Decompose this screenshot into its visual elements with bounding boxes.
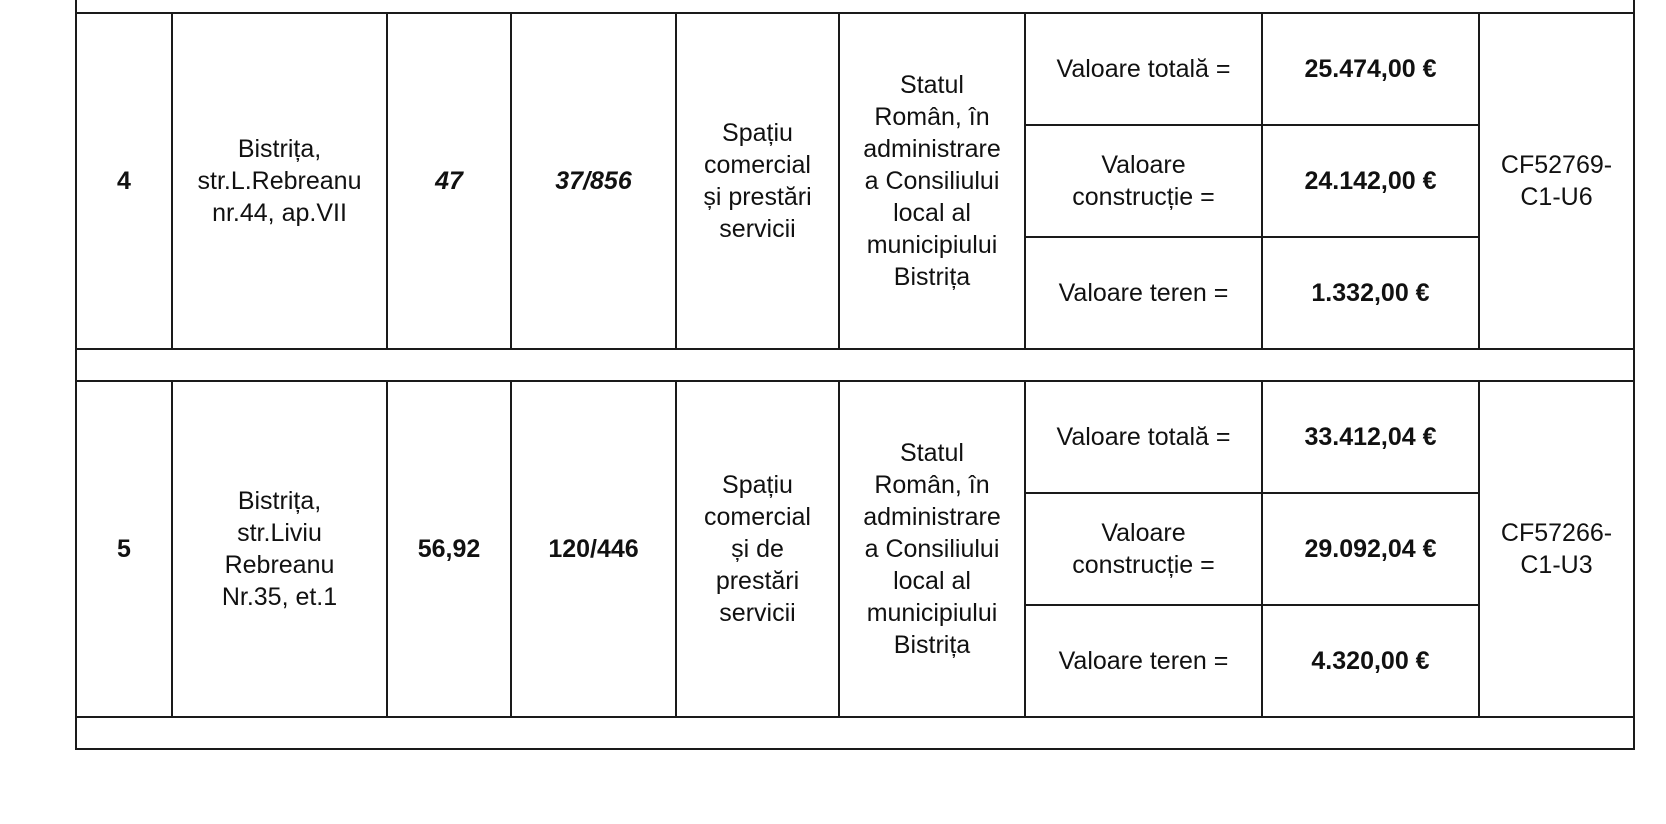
destination-line: servicii bbox=[719, 215, 796, 243]
area-cell: 56,92 bbox=[387, 381, 511, 717]
cf-cell bbox=[1479, 13, 1634, 349]
cf-line: CF57266- bbox=[1500, 519, 1613, 547]
value-label-text: Valoare teren = bbox=[1058, 279, 1229, 307]
destination-cell bbox=[676, 381, 839, 717]
value-amount-total: 25.474,00 € bbox=[1262, 13, 1479, 125]
owner-line: administrare bbox=[863, 135, 1001, 163]
area-cell: 47 bbox=[387, 13, 511, 349]
owner-line: Român, în bbox=[874, 471, 990, 499]
value-amount-construction: 29.092,04 € bbox=[1262, 493, 1479, 605]
share-cell: 37/856 bbox=[511, 13, 676, 349]
address-line: str.Liviu bbox=[237, 519, 322, 547]
address-cell bbox=[172, 381, 387, 717]
table-spacer-row bbox=[76, 0, 1634, 13]
address-line: Rebreanu bbox=[224, 551, 335, 579]
value-label-total bbox=[1025, 381, 1262, 493]
owner-line: Statul bbox=[900, 439, 964, 467]
value-label-text: Valoare totală = bbox=[1056, 423, 1231, 451]
value-amount-construction: 24.142,00 € bbox=[1262, 125, 1479, 237]
cf-line: C1-U3 bbox=[1520, 551, 1593, 579]
owner-line: a Consiliului bbox=[864, 535, 1000, 563]
value-label-total bbox=[1025, 13, 1262, 125]
row-number: 4 bbox=[76, 13, 172, 349]
destination-line: și de bbox=[731, 535, 784, 563]
share-cell: 120/446 bbox=[511, 381, 676, 717]
value-label-text: Valoare bbox=[1101, 519, 1186, 547]
address-line: Bistrița, bbox=[237, 487, 322, 515]
cf-line: C1-U6 bbox=[1520, 183, 1593, 211]
value-label-text: Valoare totală = bbox=[1056, 55, 1231, 83]
spacer-cell bbox=[76, 0, 1634, 13]
value-label-text: construcție = bbox=[1072, 183, 1215, 211]
address-line: Nr.35, et.1 bbox=[221, 583, 338, 611]
owner-line: Statul bbox=[900, 71, 964, 99]
destination-line: Spațiu bbox=[722, 471, 793, 499]
value-label-land bbox=[1025, 237, 1262, 349]
address-line: nr.44, ap.VII bbox=[212, 199, 347, 227]
value-label-land bbox=[1025, 605, 1262, 717]
cf-cell bbox=[1479, 381, 1634, 717]
value-label-text: Valoare teren = bbox=[1058, 647, 1229, 675]
owner-line: Român, în bbox=[874, 103, 990, 131]
destination-line: servicii bbox=[719, 599, 796, 627]
table-spacer-row bbox=[76, 717, 1634, 749]
value-amount-land: 1.332,00 € bbox=[1262, 237, 1479, 349]
owner-cell bbox=[839, 381, 1025, 717]
owner-line: municipiului bbox=[866, 231, 998, 259]
property-table bbox=[75, 0, 1635, 750]
owner-line: administrare bbox=[863, 503, 1001, 531]
table-row bbox=[76, 13, 1634, 125]
value-label-text: Valoare bbox=[1101, 151, 1186, 179]
table-row bbox=[76, 381, 1634, 493]
destination-line: comercial bbox=[704, 503, 811, 531]
owner-line: Bistrița bbox=[893, 631, 971, 659]
value-label-construction bbox=[1025, 493, 1262, 605]
owner-line: local al bbox=[893, 567, 971, 595]
address-line: Bistrița, bbox=[237, 135, 322, 163]
owner-line: Bistrița bbox=[893, 263, 971, 291]
spacer-cell bbox=[76, 717, 1634, 749]
owner-line: municipiului bbox=[866, 599, 998, 627]
owner-line: local al bbox=[893, 199, 971, 227]
value-label-text: construcție = bbox=[1072, 551, 1215, 579]
value-amount-land: 4.320,00 € bbox=[1262, 605, 1479, 717]
address-line: str.L.Rebreanu bbox=[197, 167, 362, 195]
destination-line: prestări bbox=[715, 567, 800, 595]
cf-line: CF52769- bbox=[1500, 151, 1613, 179]
destination-line: Spațiu bbox=[722, 119, 793, 147]
value-label-construction bbox=[1025, 125, 1262, 237]
owner-cell bbox=[839, 13, 1025, 349]
destination-line: comercial bbox=[704, 151, 811, 179]
address-cell bbox=[172, 13, 387, 349]
destination-cell bbox=[676, 13, 839, 349]
row-number: 5 bbox=[76, 381, 172, 717]
spacer-cell bbox=[76, 349, 1634, 381]
owner-line: a Consiliului bbox=[864, 167, 1000, 195]
table-spacer-row bbox=[76, 349, 1634, 381]
value-amount-total: 33.412,04 € bbox=[1262, 381, 1479, 493]
destination-line: și prestări bbox=[703, 183, 812, 211]
